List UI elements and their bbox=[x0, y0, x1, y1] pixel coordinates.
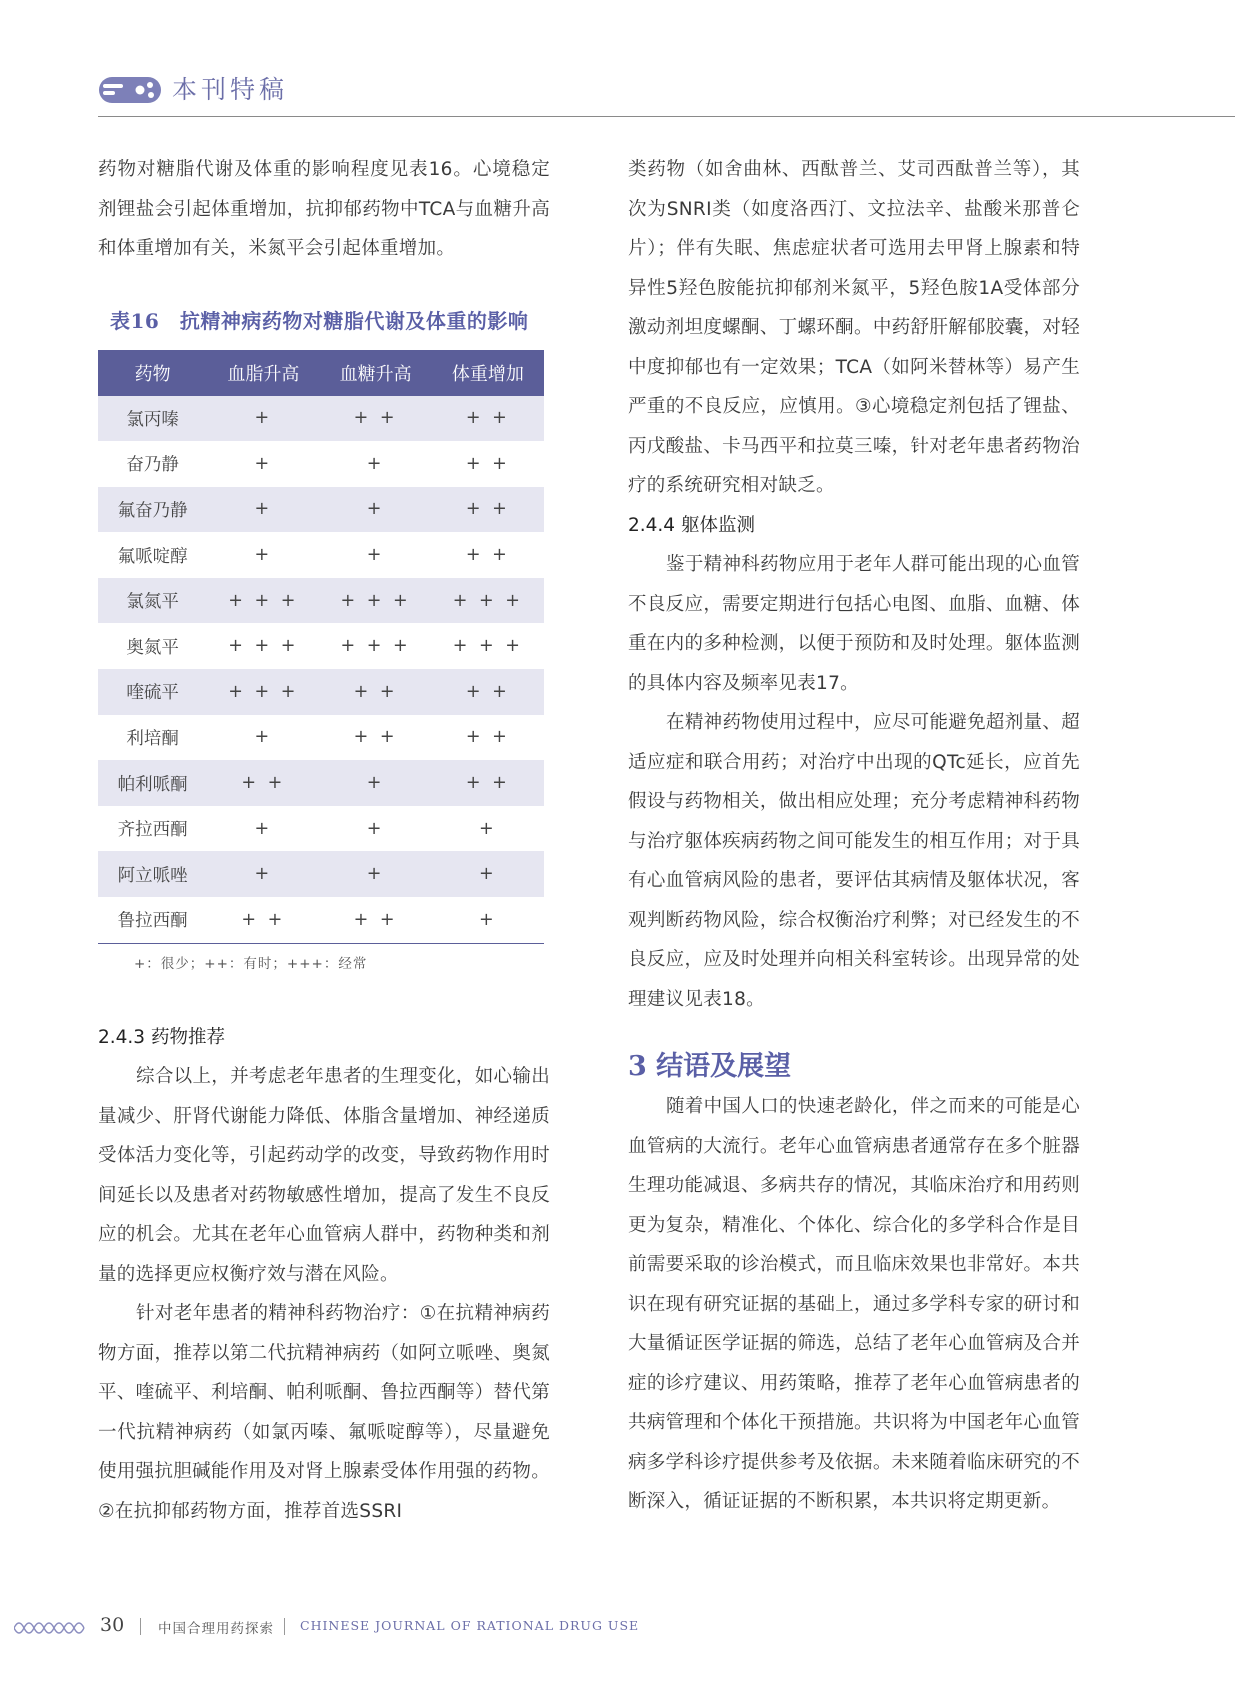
table-cell-value: + + bbox=[353, 727, 398, 748]
right-column bbox=[628, 150, 1080, 1522]
heading-section-3: 3 结语及展望 bbox=[628, 1051, 792, 1082]
table-cell-drug: 氟哌啶醇 bbox=[117, 546, 188, 567]
paragraph-continued: 类药物（如舍曲林、西酞普兰、艾司西酞普兰等），其次为SNRI类（如度洛西汀、文拉法辛、盐酸米那普仑片）；伴有失眠、焦虑症状者可选用去甲肾上腺素和特异性5羟色胺能抗抑郁剂米氮平，5羟色胺1A受体部分激动剂坦度螺酮、丁螺环酮。中药舒肝解郁胶囊，对轻中度抑郁也有一定效果；TCA（如阿米替林等）易产生严重的不良反应，应慎用。③心境稳定剂包括了锂盐、丙戊酸盐、卡马西平和拉莫三嗪，针对老年患者药物治疗的系统研究相对缺乏。 bbox=[628, 159, 1080, 496]
table-cell-drug: 齐拉西酮 bbox=[117, 820, 188, 841]
paragraph-2-4-4-a: 鉴于精神科药物应用于老年人群可能出现的心血管不良反应，需要定期进行包括心电图、血脂、血糖、体重在内的多种检测，以便于预防和及时处理。躯体监测的具体内容及频率见表17。 bbox=[628, 554, 1080, 694]
table-cell-value: + + + bbox=[340, 636, 411, 657]
table-cell-value: + bbox=[432, 851, 544, 897]
table-cell-value: + + bbox=[465, 727, 510, 748]
wave-ornament-icon bbox=[14, 1618, 90, 1638]
paragraph-section-3: 随着中国人口的快速老龄化，伴之而来的可能是心血管病的大流行。老年心血管病患者通常存在多个脏器生理功能减退、多病共存的情况，其临床治疗和用药则更为复杂，精准化、个体化、综合化的多学科合作是目前需要采取的诊治模式，而且临床效果也非常好。本共识在现有研究证据的基础上，通过多学科专家的研讨和大量循证医学证据的筛选，总结了老年心血管病及合并症的诊疗建议、用药策略，推荐了老年心血管病患者的共病管理和个体化干预措施。共识将为中国老年心血管病多学科诊疗提供参考及依据。未来随着临床研究的不断深入，循证证据的不断积累，本共识将定期更新。 bbox=[628, 1096, 1080, 1512]
col-header-drug: 药物 bbox=[98, 350, 207, 396]
table-footnote: +：很少；++：有时；+++：经常 bbox=[134, 955, 368, 972]
table-cell-value: + bbox=[254, 453, 273, 474]
table-cell-value: + bbox=[479, 818, 497, 839]
pill-logo-icon bbox=[98, 75, 164, 105]
table-row bbox=[98, 532, 544, 578]
heading-2-4-3: 2.4.3 药物推荐 bbox=[98, 1026, 225, 1048]
table-cell-drug: 鲁拉西酮 bbox=[98, 897, 207, 943]
paragraph-2-4-3-a: 综合以上，并考虑老年患者的生理变化，如心输出量减少、肝肾代谢能力降低、体脂含量增加、神经递质受体活力变化等，引起药动学的改变，导致药物作用时间延长以及患者对药物敏感性增加，提高了发生不良反应的机会。尤其在老年心血管病人群中，药物种类和剂量的选择更应权衡疗效与潜在风险。 bbox=[98, 1066, 550, 1285]
col-header-weight: 体重增加 bbox=[432, 350, 544, 396]
table-row bbox=[98, 669, 544, 715]
table-cell-drug: 利培酮 bbox=[126, 728, 179, 749]
table-cell-value: + bbox=[319, 487, 431, 533]
table-cell-value: + + bbox=[319, 396, 431, 442]
left-column bbox=[98, 150, 550, 1531]
header-rule bbox=[98, 116, 1235, 117]
table-cell-value: + + + bbox=[432, 578, 544, 624]
table-cell-value: + + bbox=[432, 396, 544, 442]
page-number: 30 bbox=[100, 1614, 125, 1636]
table-cell-value: + bbox=[366, 545, 385, 566]
table-title: 表16 抗精神病药物对糖脂代谢及体重的影响 bbox=[110, 308, 529, 333]
table-cell-value: + + bbox=[207, 760, 319, 806]
paragraph-intro: 药物对糖脂代谢及体重的影响程度见表16。心境稳定剂锂盐会引起体重增加，抗抑郁药物中TCA与血糖升高和体重增加有关，米氮平会引起体重增加。 bbox=[98, 159, 550, 259]
table-header-row bbox=[98, 350, 544, 396]
table-cell-value: + bbox=[366, 453, 385, 474]
table-cell-value: + bbox=[207, 396, 319, 442]
table-row bbox=[98, 715, 544, 761]
table-cell-value: + + bbox=[465, 545, 510, 566]
col-header-lipid: 血脂升高 bbox=[207, 350, 319, 396]
paragraph-2-4-4-b: 在精神药物使用过程中，应尽可能避免超剂量、超适应症和联合用药；对治疗中出现的QTc延长，应首先假设与药物相关，做出相应处理；充分考虑精神科药物与治疗躯体疾病药物之间可能发生的相互作用；对于具有心血管病风险的患者，要评估其病情及躯体状况，客观判断药物风险，综合权衡治疗利弊；对已经发生的不良反应，应及时处理并向相关科室转诊。出现异常的处理建议见表18。 bbox=[628, 712, 1080, 1010]
table-cell-drug: 帕利哌酮 bbox=[98, 760, 207, 806]
page-footer bbox=[0, 1610, 1235, 1650]
table-row bbox=[98, 897, 544, 943]
table-cell-value: + + bbox=[432, 669, 544, 715]
table-row bbox=[98, 760, 544, 806]
heading-2-4-4: 2.4.4 躯体监测 bbox=[628, 514, 755, 536]
table-row bbox=[98, 487, 544, 533]
table-cell-value: + + bbox=[319, 669, 431, 715]
table-cell-value: + + + bbox=[228, 636, 299, 657]
table-cell-value: + bbox=[207, 487, 319, 533]
table-cell-value: + + + bbox=[452, 636, 523, 657]
table-cell-value: + + bbox=[432, 760, 544, 806]
section-name: 本刊特稿 bbox=[172, 75, 289, 104]
footer-separator bbox=[140, 1618, 141, 1635]
table-row bbox=[98, 806, 544, 852]
table-cell-value: + + bbox=[432, 487, 544, 533]
drug-effects-table bbox=[98, 350, 544, 944]
journal-name-en: CHINESE JOURNAL OF RATIONAL DRUG USE bbox=[300, 1618, 640, 1633]
table-cell-value: + bbox=[254, 818, 273, 839]
table-cell-value: + bbox=[254, 545, 273, 566]
table-cell-value: + bbox=[207, 851, 319, 897]
col-header-glucose: 血糖升高 bbox=[319, 350, 431, 396]
journal-name-cn: 中国合理用药探索 bbox=[158, 1621, 274, 1637]
table-cell-drug: 氯丙嗪 bbox=[98, 396, 207, 442]
page-header bbox=[0, 0, 1235, 120]
table-cell-value: + bbox=[254, 727, 273, 748]
table-cell-value: + + bbox=[207, 897, 319, 943]
table-cell-value: + + bbox=[465, 453, 510, 474]
table-cell-drug: 奥氮平 bbox=[126, 637, 179, 658]
table-row bbox=[98, 441, 544, 487]
table-cell-value: + + bbox=[319, 897, 431, 943]
table-cell-value: + bbox=[432, 897, 544, 943]
table-cell-drug: 阿立哌唑 bbox=[98, 851, 207, 897]
table-row bbox=[98, 396, 544, 442]
table-cell-drug: 氯氮平 bbox=[98, 578, 207, 624]
table-cell-value: + bbox=[366, 818, 385, 839]
table-cell-value: + + + bbox=[319, 578, 431, 624]
table-row bbox=[98, 578, 544, 624]
table-cell-value: + + + bbox=[207, 578, 319, 624]
table-cell-value: + + + bbox=[207, 669, 319, 715]
footer-separator bbox=[284, 1618, 285, 1635]
table-cell-drug: 奋乃静 bbox=[126, 455, 179, 476]
table-cell-value: + bbox=[319, 760, 431, 806]
table-cell-drug: 喹硫平 bbox=[98, 669, 207, 715]
table-cell-value: + bbox=[319, 851, 431, 897]
paragraph-2-4-3-b: 针对老年患者的精神科药物治疗：①在抗精神病药物方面，推荐以第二代抗精神病药（如阿立哌唑、奥氮平、喹硫平、利培酮、帕利哌酮、鲁拉西酮等）替代第一代抗精神病药（如氯丙嗪、氟哌啶醇等），尽量避免使用强抗胆碱能作用及对肾上腺素受体作用强的药物。②在抗抑郁药物方面，推荐首选SSRI bbox=[98, 1303, 550, 1522]
table-row bbox=[98, 851, 544, 897]
table-body bbox=[98, 396, 544, 944]
table-cell-drug: 氟奋乃静 bbox=[98, 487, 207, 533]
table-row bbox=[98, 623, 544, 669]
